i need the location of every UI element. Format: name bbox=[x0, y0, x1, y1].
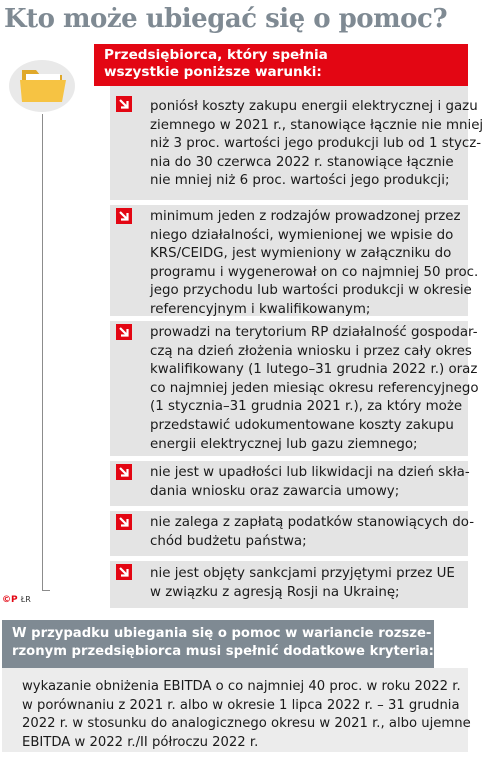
arrow-down-right-icon bbox=[116, 96, 132, 112]
item-line: minimum jeden z rodzajów prowadzonej przez bbox=[150, 209, 461, 224]
arrow-down-right-icon bbox=[116, 464, 132, 480]
divider bbox=[110, 506, 468, 511]
arrow-down-right-icon bbox=[116, 324, 132, 340]
item-line: nie jest objęty sankcjami przyjętymi przez UE bbox=[150, 566, 455, 581]
arrow-down-right-icon bbox=[116, 208, 132, 224]
extended-variant-note bbox=[2, 620, 434, 668]
criteria-line: wykazanie obniżenia EBITDA o co najmniej 40 proc. w roku 2022 r. bbox=[22, 679, 461, 694]
additional-criteria bbox=[2, 668, 471, 752]
page-title: Kto może ubiegać się o pomoc? bbox=[4, 4, 448, 34]
header-line: Przedsiębiorca, który spełnia bbox=[104, 47, 328, 63]
item-line: KRS/CEIDG, jest wymieniony w załączniku do bbox=[150, 246, 452, 262]
note-line: rzonym przedsiębiorca musi spełnić dodatkowe kryteria: bbox=[12, 644, 434, 659]
item-line: jego przychodu lub wartości produkcji w okresie bbox=[150, 283, 472, 299]
item-line: dania wniosku oraz zawarcia umowy; bbox=[150, 483, 400, 499]
item-line: nie zalega z zapłatą podatków stanowiących do- bbox=[150, 515, 475, 530]
item-line: czą na dzień złożenia wniosku i przez cały okres bbox=[150, 343, 472, 359]
divider bbox=[110, 200, 468, 205]
criteria-line: w porównaniu z 2021 r. albo w okresie 1 lipca 2022 r. – 31 grudnia bbox=[22, 697, 460, 713]
condition-item bbox=[150, 324, 479, 454]
item-line: co najmniej jeden miesiąc okresu referencyjnego bbox=[150, 380, 479, 396]
conditions-header bbox=[94, 44, 468, 86]
arrow-down-right-icon bbox=[116, 564, 132, 580]
item-line: niż 3 proc. wartości jego produkcji lub od 1 stycz- bbox=[150, 136, 482, 152]
credit bbox=[2, 595, 31, 605]
item-line: (1 stycznia–31 grudnia 2021 r.), za który może bbox=[150, 399, 463, 415]
arrow-down-right-icon bbox=[116, 514, 132, 530]
note-line: W przypadku ubiegania się o pomoc w wariancie rozsze- bbox=[12, 626, 432, 641]
condition-item bbox=[150, 514, 475, 551]
item-line: prowadzi na terytorium RP działalność gospodar- bbox=[150, 325, 478, 340]
criteria-line: 2022 r. w stosunku do analogicznego okresu w 2021 r., albo ujemne bbox=[22, 716, 471, 731]
author-initials: ŁR bbox=[20, 595, 31, 604]
item-line: programu i wygenerował on co najmniej 50 proc. bbox=[150, 264, 479, 280]
item-line: referencyjnym i kwalifikowanym; bbox=[150, 301, 371, 317]
item-line: przedstawić udokumentowane koszty zakupu bbox=[150, 417, 454, 433]
condition-item bbox=[150, 464, 468, 501]
item-line: nia do 30 czerwca 2022 r. stanowiące łącznie bbox=[150, 154, 454, 170]
item-line: poniósł koszty zakupu energii elektrycznej i gazu bbox=[150, 99, 478, 114]
condition-item bbox=[150, 98, 484, 191]
condition-item bbox=[150, 565, 468, 602]
item-line: nie jest w upadłości lub likwidacji na dzień skła- bbox=[150, 465, 470, 480]
criteria-line: EBITDA w 2022 r./II półroczu 2022 r. bbox=[22, 734, 259, 750]
publisher-logo: ©P bbox=[2, 595, 18, 605]
item-line: chód budżetu państwa; bbox=[150, 533, 307, 549]
connector-tick bbox=[42, 590, 50, 591]
item-line: energii elektrycznej lub gazu ziemnego; bbox=[150, 436, 418, 452]
item-line: kwalifikowany (1 lutego–31 grudnia 2022 r.) oraz bbox=[150, 362, 478, 378]
connector-line bbox=[42, 114, 43, 590]
item-line: ziemnego w 2021 r., stanowiące łącznie nie mniej bbox=[150, 117, 484, 133]
header-line: wszystkie poniższe warunki: bbox=[104, 64, 322, 80]
item-line: niego działalności, wymienionej we wpisie do bbox=[150, 227, 454, 243]
item-line: nie mniej niż 6 proc. wartości jego produkcji; bbox=[150, 173, 450, 189]
folder-icon bbox=[8, 50, 78, 112]
divider bbox=[110, 456, 468, 461]
item-line: w związku z agresją Rosji na Ukrainę; bbox=[150, 584, 400, 600]
divider bbox=[110, 556, 468, 561]
condition-item bbox=[150, 208, 479, 320]
